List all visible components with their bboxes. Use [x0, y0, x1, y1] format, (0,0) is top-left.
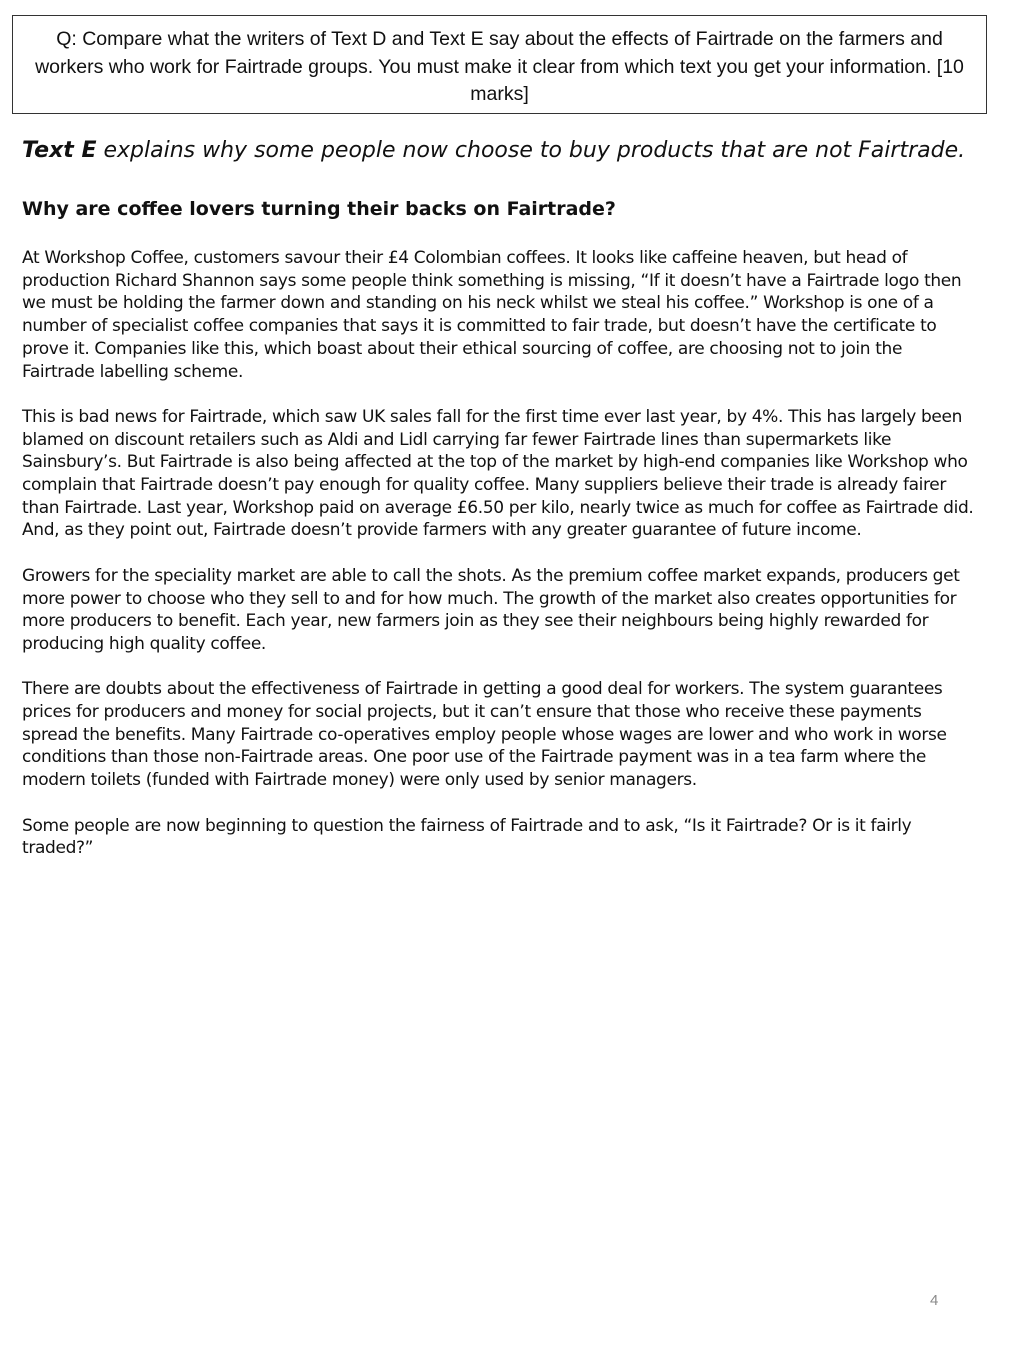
article-body [22, 247, 977, 883]
text-label: Text E [22, 138, 97, 163]
question-box [12, 15, 987, 114]
article-paragraph: At Workshop Coffee, customers savour their £4 Colombian coffees. It looks like caffeine heaven, but head of production Richard Shannon says some people think something is missing, “If it doesn’t have a Fairtrade logo then we must be holding the farmer down and standing on his neck whilst we steal his coffee.” Workshop is one of a number of specialist coffee companies that says it is committed to fair trade, but doesn’t have the certificate to prove it. Companies like this, which boast about their ethical sourcing of coffee, are choosing not to join the Fairtrade labelling scheme. [22, 248, 962, 382]
article-paragraph: Some people are now beginning to question the fairness of Fairtrade and to ask, “Is it Fairtrade? Or is it fairly traded?” [22, 815, 912, 859]
article-headline: Why are coffee lovers turning their backs on Fairtrade? [22, 198, 616, 220]
intro-description: explains why some people now choose to buy products that are not Fairtrade. [96, 138, 966, 163]
article-paragraph: This is bad news for Fairtrade, which saw UK sales fall for the first time ever last year, by 4%. This has largely been blamed on discount retailers such as Aldi and Lidl carrying far fewer Fairtrade lines than supermarkets like Sainsbury’s. But Fairtrade is also being affected at the top of the market by high-end companies like Workshop who complain that Fairtrade doesn’t pay enough for quality coffee. Many suppliers believe their trade is already fairer than Fairtrade. Last year, Workshop paid on average £6.50 per kilo, nearly twice as much for coffee as Fairtrade did. And, as they point out, Fairtrade doesn’t provide farmers with any greater guarantee of future income. [22, 406, 974, 541]
page-number: 4 [930, 1292, 939, 1309]
question-text: Q: Compare what the writers of Text D and Text E say about the effects of Fairtrade on the farmers and workers who work for Fairtrade groups. You must make it clear from which text you get your information. [10 marks] [35, 28, 964, 105]
article-paragraph: There are doubts about the effectiveness of Fairtrade in getting a good deal for workers. The system guarantees prices for producers and money for social projects, but it can’t ensure that those who receive these payments spread the benefits. Many Fairtrade co-operatives employ people whose wages are lower and who work in worse conditions than those non-Fairtrade areas. One poor use of the Fairtrade payment was in a tea farm where the modern toilets (funded with Fairtrade money) were only used by senior managers. [22, 679, 947, 791]
text-intro [22, 135, 1002, 167]
article-paragraph: Growers for the speciality market are able to call the shots. As the premium coffee market expands, producers get more power to choose who they sell to and for how much. The growth of the market also creates opportunities for more producers to benefit. Each year, new farmers join as they see their neighbours being highly rewarded for producing high quality coffee. [22, 565, 960, 654]
